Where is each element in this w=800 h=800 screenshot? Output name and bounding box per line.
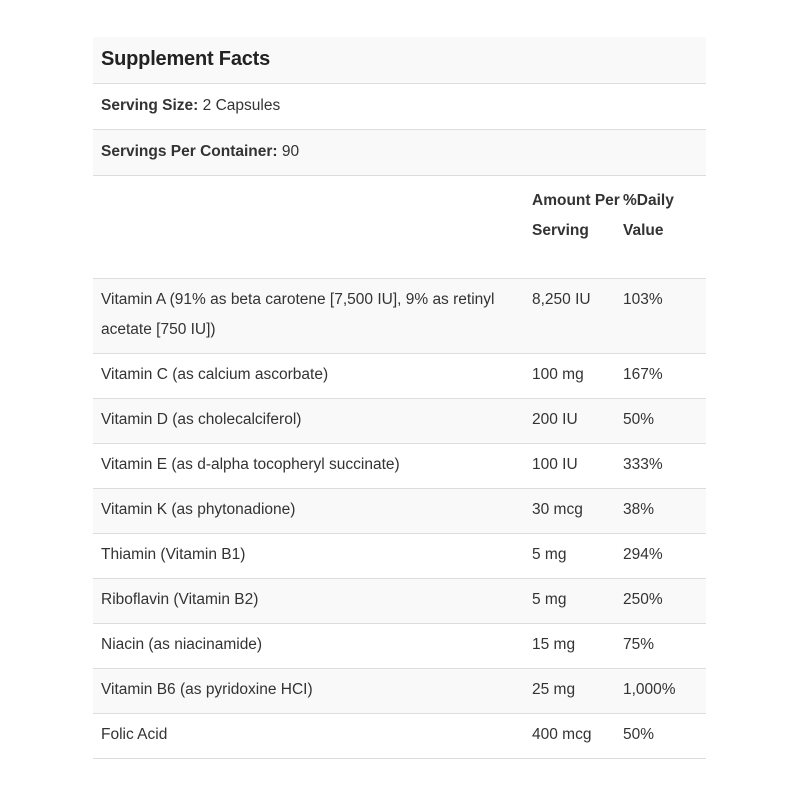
column-header-row: [93, 176, 706, 279]
table-title: Supplement Facts: [101, 48, 271, 70]
nutrient-row: [93, 624, 706, 669]
nutrient-daily-value: 103%: [623, 291, 663, 308]
nutrient-daily-value: 250%: [623, 591, 663, 608]
nutrient-name: Vitamin K (as phytonadione): [101, 501, 296, 518]
nutrient-name: Folic Acid: [101, 726, 168, 743]
nutrient-amount: 100 mg: [532, 366, 584, 383]
nutrient-row: [93, 579, 706, 624]
nutrient-name: Riboflavin (Vitamin B2): [101, 591, 259, 608]
servings-per-container-label: Servings Per Container:: [101, 143, 278, 160]
supplement-facts-table: [93, 37, 706, 759]
title-row: [93, 37, 706, 84]
nutrient-name: Vitamin A (91% as beta carotene [7,500 IU], 9% as retinyl acetate [750 IU]): [101, 291, 495, 338]
nutrient-daily-value: 50%: [623, 411, 655, 428]
nutrient-daily-value: 333%: [623, 456, 663, 473]
nutrient-amount: 400 mcg: [532, 726, 592, 743]
nutrient-row: [93, 279, 706, 354]
nutrient-row: [93, 714, 706, 759]
nutrient-amount: 25 mg: [532, 681, 576, 698]
serving-size-value: 2 Capsules: [202, 97, 281, 114]
servings-per-container-row: [93, 130, 706, 176]
nutrient-name: Vitamin C (as calcium ascorbate): [101, 366, 329, 383]
nutrient-daily-value: 167%: [623, 366, 663, 383]
nutrient-row: [93, 534, 706, 579]
nutrient-amount: 100 IU: [532, 456, 578, 473]
nutrient-name: Vitamin B6 (as pyridoxine HCI): [101, 681, 313, 698]
nutrient-amount: 5 mg: [532, 546, 567, 563]
nutrient-row: [93, 489, 706, 534]
column-header-amount: Amount Per Serving: [532, 192, 620, 239]
nutrient-name: Thiamin (Vitamin B1): [101, 546, 246, 563]
nutrient-daily-value: 75%: [623, 636, 655, 653]
nutrient-amount: 5 mg: [532, 591, 567, 608]
nutrient-daily-value: 1,000%: [623, 681, 676, 698]
nutrient-daily-value: 38%: [623, 501, 655, 518]
nutrient-daily-value: 50%: [623, 726, 655, 743]
nutrient-name: Niacin (as niacinamide): [101, 636, 263, 653]
nutrient-daily-value: 294%: [623, 546, 663, 563]
nutrient-amount: 30 mcg: [532, 501, 583, 518]
servings-per-container-value: 90: [281, 143, 300, 160]
nutrient-amount: 15 mg: [532, 636, 576, 653]
nutrient-name: Vitamin E (as d-alpha tocopheryl succinate): [101, 456, 400, 473]
column-header-daily-value: %Daily Value: [623, 192, 674, 239]
nutrient-row: [93, 399, 706, 444]
serving-size-label: Serving Size:: [101, 97, 199, 114]
nutrient-row: [93, 669, 706, 714]
nutrient-row: [93, 444, 706, 489]
serving-size-row: [93, 84, 706, 130]
nutrient-amount: 8,250 IU: [532, 291, 591, 308]
nutrient-name: Vitamin D (as cholecalciferol): [101, 411, 302, 428]
nutrient-row: [93, 354, 706, 399]
nutrient-amount: 200 IU: [532, 411, 578, 428]
